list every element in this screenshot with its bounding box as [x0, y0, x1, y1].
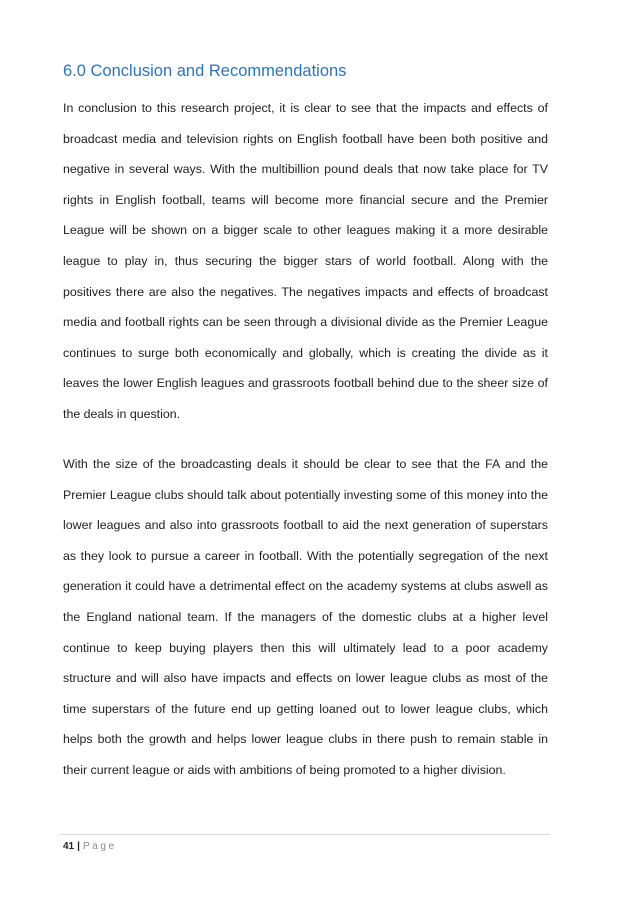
paragraph-conclusion: In conclusion to this research project, it is clear to see that the impacts and effects of broadcast media and television rights on English football have been both positive and negative in several ways. With the multibillion pound deals that now take place for TV rights in English football, teams will become more financial secure and the Premier League will be shown on a bigger scale to other leagues making it a more desirable league to play in, thus securing the bigger stars of world football. Along with the positives there are also the negatives. The negatives impacts and effects of broadcast media and football rights can be seen through a divisional divide as the Premier League continues to surge both economically and globally, which is creating the divide as it leaves the lower English leagues and grassroots football behind due to the sheer size of the deals in question. [63, 101, 548, 421]
page-footer [63, 841, 117, 852]
page-number: 41 [63, 841, 75, 852]
paragraph-recommendations: With the size of the broadcasting deals it should be clear to see that the FA and the Premier League clubs should talk about potentially investing some of this money into the lower leagues and also into grassroots football to aid the next generation of superstars as they look to pursue a career in football. With the potentially segregation of the next generation it could have a detrimental effect on the academy systems at clubs aswell as the England national team. If the managers of the domestic clubs at a higher level continue to keep buying players then this will ultimately lead to a poor academy structure and will also have impacts and effects on lower league clubs as most of the time superstars of the future end up getting loaned out to lower league clubs, which helps both the growth and helps lower league clubs in there push to remain stable in their current league or aids with ambitions of being promoted to a higher division. [63, 457, 548, 777]
page-label: Page [82, 841, 117, 852]
footer-separator: | [77, 841, 80, 852]
footer-divider [60, 834, 550, 835]
section-heading: 6.0 Conclusion and Recommendations [63, 62, 347, 80]
